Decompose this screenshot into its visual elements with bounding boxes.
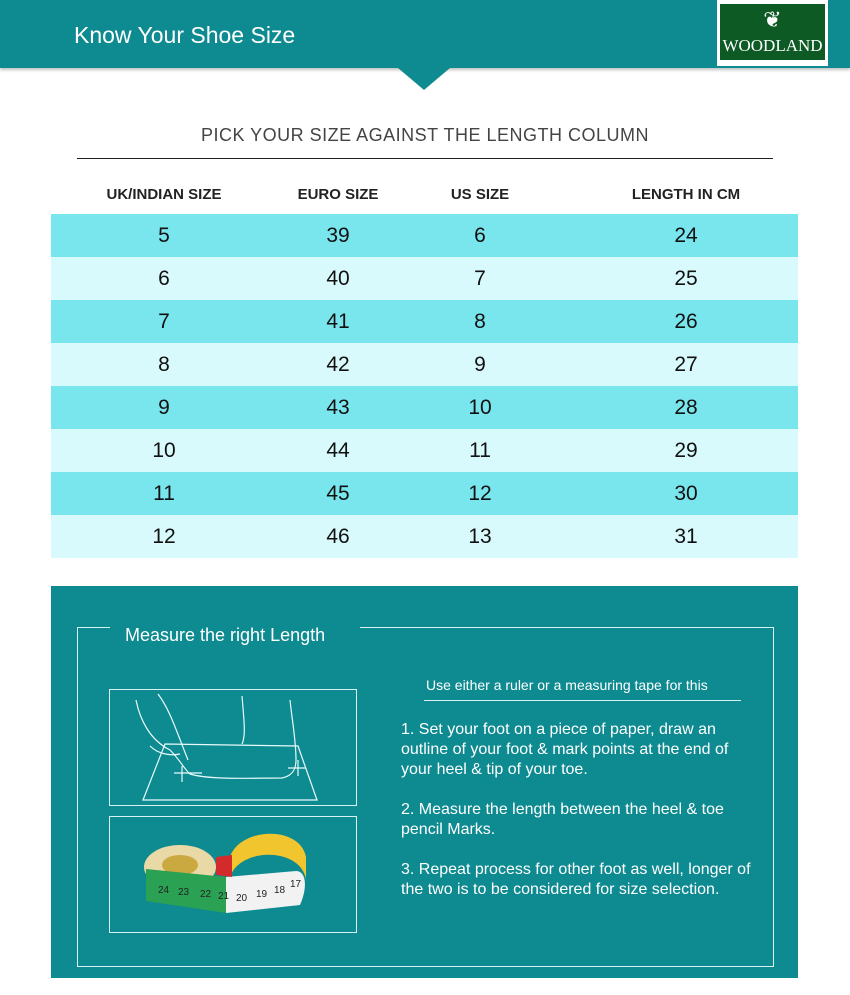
svg-text:21: 21 xyxy=(218,891,230,902)
column-header-us: US SIZE xyxy=(450,186,510,203)
cell-euro: 41 xyxy=(326,310,350,333)
cell-us: 7 xyxy=(474,267,486,290)
cell-euro: 39 xyxy=(326,224,350,247)
svg-text:17: 17 xyxy=(290,879,302,890)
cell-uk: 12 xyxy=(152,525,176,548)
instruction-step: 3. Repeat process for other foot as well, longer of the two is to be considered for size selection. xyxy=(401,861,751,898)
svg-text:23: 23 xyxy=(178,887,190,898)
foot-drawing-illustration xyxy=(109,689,357,806)
tree-icon: ❦ xyxy=(763,7,782,32)
svg-text:24: 24 xyxy=(158,885,170,896)
table-row xyxy=(51,214,798,257)
cell-euro: 44 xyxy=(326,439,350,462)
foot-outline-icon xyxy=(110,690,358,807)
cell-us: 10 xyxy=(468,396,492,419)
woodland-logo[interactable] xyxy=(717,0,828,66)
measure-tip: Use either a ruler or a measuring tape for this xyxy=(426,677,708,693)
table-row xyxy=(51,472,798,515)
cell-euro: 43 xyxy=(326,396,350,419)
cell-us: 12 xyxy=(468,482,492,505)
svg-text:19: 19 xyxy=(256,889,268,900)
cell-euro: 45 xyxy=(326,482,350,505)
size-table xyxy=(51,214,798,558)
svg-text:20: 20 xyxy=(236,893,248,904)
table-row xyxy=(51,386,798,429)
page-title: Know Your Shoe Size xyxy=(74,22,296,48)
cell-uk: 9 xyxy=(158,396,170,419)
cell-us: 6 xyxy=(474,224,486,247)
cell-us: 9 xyxy=(474,353,486,376)
instruction-step: 1. Set your foot on a piece of paper, draw an outline of your foot & mark points at the end of your heel & tip of your toe. xyxy=(401,721,729,778)
cell-euro: 40 xyxy=(326,267,350,290)
divider xyxy=(77,158,773,159)
cell-length: 25 xyxy=(674,267,698,290)
table-row xyxy=(51,343,798,386)
svg-text:22: 22 xyxy=(200,889,212,900)
svg-text:18: 18 xyxy=(274,885,286,896)
table-row xyxy=(51,257,798,300)
table-row xyxy=(51,515,798,558)
cell-length: 28 xyxy=(674,396,698,419)
column-header-euro: EURO SIZE xyxy=(297,186,379,203)
cell-length: 26 xyxy=(674,310,698,333)
chart-subtitle: PICK YOUR SIZE AGAINST THE LENGTH COLUMN xyxy=(200,125,650,145)
divider xyxy=(424,700,741,701)
cell-uk: 5 xyxy=(158,224,170,247)
cell-uk: 11 xyxy=(153,482,175,505)
cell-length: 27 xyxy=(674,353,698,376)
instruction-list xyxy=(401,720,751,920)
cell-length: 24 xyxy=(674,224,698,247)
measure-section xyxy=(51,586,798,978)
cell-uk: 7 xyxy=(158,310,170,333)
cell-length: 31 xyxy=(674,525,698,548)
instruction-step: 2. Measure the length between the heel & toe pencil Marks. xyxy=(401,801,724,838)
cell-length: 30 xyxy=(674,482,698,505)
table-row xyxy=(51,300,798,343)
cell-euro: 42 xyxy=(326,353,350,376)
cell-us: 11 xyxy=(469,439,491,462)
cell-uk: 6 xyxy=(158,267,170,290)
page-header xyxy=(0,0,850,68)
table-row xyxy=(51,429,798,472)
column-header-uk: UK/INDIAN SIZE xyxy=(106,186,222,203)
cell-euro: 46 xyxy=(326,525,350,548)
table-header xyxy=(51,186,798,206)
cell-us: 8 xyxy=(474,310,486,333)
cell-uk: 10 xyxy=(152,439,176,462)
cell-us: 13 xyxy=(468,525,492,548)
column-header-length: LENGTH IN CM xyxy=(631,186,741,203)
measuring-tape-icon xyxy=(110,817,358,934)
measuring-tape-image xyxy=(109,816,357,933)
logo-badge xyxy=(720,4,825,60)
cell-uk: 8 xyxy=(158,353,170,376)
header-pointer-arrow xyxy=(398,68,450,90)
measure-title: Measure the right Length xyxy=(125,625,326,645)
cell-length: 29 xyxy=(674,439,698,462)
logo-text: WOODLAND xyxy=(722,36,823,55)
